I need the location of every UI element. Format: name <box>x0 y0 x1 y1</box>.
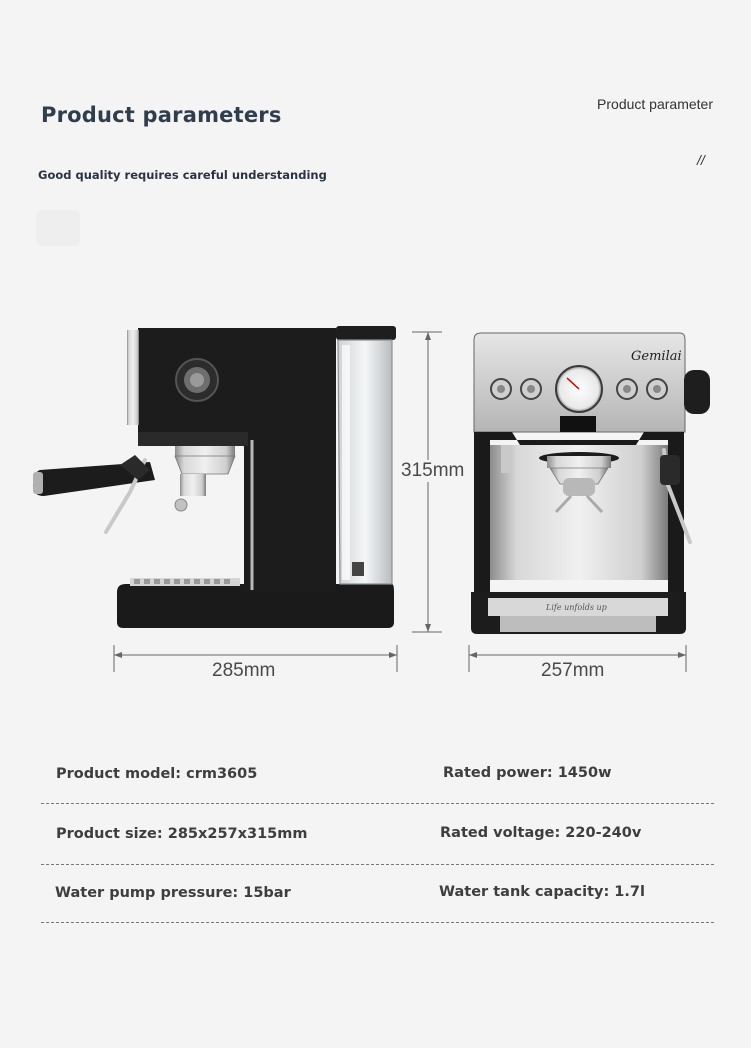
side-view-machine <box>33 326 396 628</box>
front-view-machine <box>471 333 710 634</box>
spec-rated-power: Rated power: 1450w <box>443 765 612 781</box>
decorative-slashes: // <box>697 152 705 168</box>
brand-logo: Gemilai <box>631 349 682 364</box>
page-subtitle: Good quality requires careful understanding <box>38 168 327 182</box>
svg-text:Life unfolds up: Life unfolds up <box>546 603 607 612</box>
spec-product-size: Product size: 285x257x315mm <box>56 826 308 842</box>
divider <box>41 922 714 923</box>
depth-dimension: 285mm <box>212 660 276 681</box>
spec-rated-voltage: Rated voltage: 220-240v <box>440 825 642 841</box>
height-dimension: 315mm <box>401 460 465 481</box>
width-dimension: 257mm <box>541 660 605 681</box>
divider <box>41 864 714 865</box>
spec-water-pump-pressure: Water pump pressure: 15bar <box>55 885 291 901</box>
spec-product-model: Product model: crm3605 <box>56 766 258 782</box>
page-title: Product parameters <box>41 103 282 127</box>
section-label: Product parameter <box>597 96 713 112</box>
divider <box>41 803 714 804</box>
spec-water-tank-capacity: Water tank capacity: 1.7l <box>439 884 645 900</box>
